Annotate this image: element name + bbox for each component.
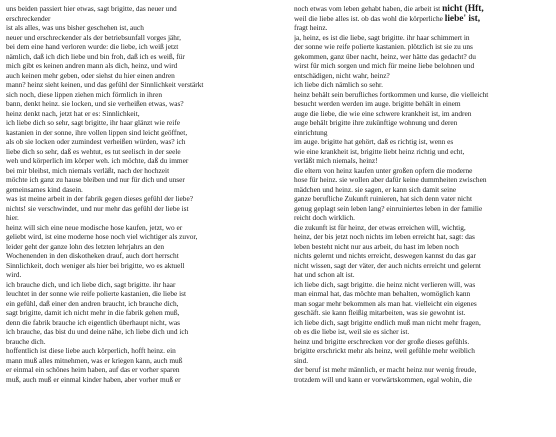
text-line: nicht wissen, sagt der väter, der auch nichts erreicht und gelernt	[294, 260, 481, 270]
line-text: noch etwas vom leben gehabt haben, die arbeit ist	[294, 4, 441, 13]
text-line: was ist meine arbeit in der fabrik gegen dieses gefühl der liebe?	[6, 194, 193, 203]
text-line: geschäft. sie kann fleißig mitarbeiten, was sie gewohnt ist.	[294, 308, 466, 317]
text-line: muß, auch muß er einmal kinder haben, aber vorher muß er	[6, 374, 181, 384]
text-line: brauche dich.	[6, 336, 46, 346]
right-text-column	[294, 4, 550, 384]
text-line: Sinnlichkeit, doch weniger als hier bei brigitte, wo es aktuell	[6, 260, 185, 270]
text-line: er einmal ein schönes heim haben, auf das er vorher sparen	[6, 365, 180, 374]
text-line: Wochenenden in den diskotheken drauf, auch dort herrscht	[6, 251, 179, 260]
text-line: hoffentlich ist diese liebe auch körperlich, hofft heinz. ein	[6, 346, 176, 355]
text-line: entschädigen, nicht wahr, heinz?	[294, 70, 390, 80]
text-line: trotzdem will und kann er vorwärtskommen, egal wohin, die	[294, 374, 472, 384]
text-line: mann muß alles mitnehmen, was er kriegen kann, auch muß	[6, 355, 183, 365]
text-line: heinz und brigitte erschrecken vor der große dieses gefühls.	[294, 336, 470, 346]
text-line: als ob sie locken oder zumindest verheißen würden, was? ich	[6, 137, 186, 146]
text-line: verläßt mich niemals, heinz!	[294, 156, 378, 165]
text-line: auge die liebe, die wie eine schwere krankheit ist, im andren	[294, 108, 472, 118]
text-line: heinz, der bis jetzt noch nichts im leben erreicht hat, sagt: das	[294, 232, 475, 241]
text-line: auge behält brigitte ihre zukünftige wohnung und deren	[294, 118, 458, 127]
text-line: ich brauche dich, und ich liebe dich, sagt brigitte. ihr haar	[6, 279, 176, 289]
text-line: man einmal hat, das möchte man behalten, womöglich kann	[294, 289, 471, 298]
text-line: ich liebe dich nämlich so sehr.	[294, 80, 383, 89]
text-line: leben besteht nicht nur aus arbeit, du hast im leben noch	[294, 241, 459, 251]
text-line: leider geht der ganze lohn des letzten lehrjahrs an den	[6, 241, 165, 251]
text-line: sagt brigitte, damit ich nicht mehr in die fabrik gehen muß,	[6, 308, 180, 317]
text-line: hier.	[6, 213, 19, 222]
text-line: ich liebe dich, sagt brigitte endlich muß man nicht mehr fragen,	[294, 317, 481, 327]
line-text-large: liebe' ist,	[444, 13, 481, 23]
text-line: mann? heinz sieht keinen, und das gefühl der Sinnlichkeit verstärkt	[6, 80, 204, 89]
text-line: ist als alles, was uns bisher geschehen ist, auch	[6, 23, 144, 32]
text-line: der beruf ist mehr männlich, er macht heinz nur wenig freude,	[294, 365, 477, 374]
text-line: ganze berufliche Zukunft ruinieren, hat sich denn vater nicht	[294, 194, 473, 203]
text-line: genug geplagt sein leben lang? einruiniertes leben in der familie	[294, 203, 483, 213]
text-line: kastanien in der sonne, ihre vollen lippen sind leicht geöffnet,	[6, 127, 188, 137]
text-line: geliebt wird, ist eine moderne hose noch viel wichtiger als zuvor,	[6, 232, 198, 241]
text-line: mädchen und heinz. sie sagen, er kann sich damit seine	[294, 184, 457, 194]
text-line: uns beiden passiert hier etwas, sagt brigitte, das neuer und	[6, 4, 177, 13]
text-line: die zukunft ist für heinz, der etwas erreichen will, wichtig,	[294, 222, 466, 232]
text-line: wie eine krankheit ist, brigitte liebt heinz richtig und echt,	[294, 146, 465, 156]
text-line: die eltern von heinz kaufen unter großen opfern die moderne	[294, 165, 473, 175]
text-line: heinz will sich eine neue modische hose kaufen, jetzt, wo er	[6, 222, 183, 232]
text-line: besucht werden werden im auge. brigitte behält in einem	[294, 99, 461, 108]
text-line: ich liebe dich so sehr, sagt brigitte, ihr haar glänzt wie reife	[6, 118, 181, 127]
text-line: mich gibt es keinen andren mann als dich, heinz, und wird	[6, 61, 178, 70]
text-line: ich brauche, das bist du und deine nähe, ich liebe dich und ich	[6, 327, 189, 336]
text-line: brigitte erschrickt mehr als heinz, weil gefühle mehr weiblich	[294, 346, 475, 355]
text-line: einrichtung	[294, 127, 328, 137]
text-line: denn die fabrik brauche ich eigentlich überhaupt nicht, was	[6, 317, 180, 327]
text-line: ob es die liebe ist, weil sie es sicher ist.	[294, 327, 410, 336]
text-line: auch keinen mehr geben, oder siehst du hier einen andren	[6, 70, 175, 80]
text-line: wirst für mich sorgen und mich für meine liebe belohnen und	[294, 61, 475, 70]
text-line: liebe dich so sehr, daß es wehtut, es tut seelisch in der seele	[6, 146, 181, 156]
text-line: heinz behält sein berufliches fortkommen und kurse, die vielleicht	[294, 89, 489, 99]
text-line: nichts gelernt und nichts erreicht, deswegen kannst du das gar	[294, 251, 476, 260]
text-line: ein gefühl, daß einer den andren braucht, ich brauche dich,	[6, 298, 179, 308]
text-line	[294, 14, 550, 24]
text-line: nichts! sie verschwindet, und nur mehr das gefühl der liebe ist	[6, 203, 189, 213]
right-text-lines	[294, 23, 550, 384]
text-line: heinz denkt nach, jetzt hat er es: Sinnlichkeit,	[6, 108, 140, 118]
text-line	[294, 4, 550, 14]
text-line: hat und schon alt ist.	[294, 270, 355, 279]
text-line: hose für heinz. sie wollen aber dafür keine dummheiten zwischen	[294, 175, 487, 184]
text-line: gemeinsames kind dasein.	[6, 184, 83, 194]
text-line: weh und körperlich im körper weh. ich möchte, daß du immer	[6, 156, 189, 165]
text-line: reicht doch wirklich.	[294, 213, 355, 222]
text-line: bann, denkt heinz. sie locken, und sie verheißen etwas, was?	[6, 99, 184, 108]
text-line: erschreckender	[6, 13, 51, 23]
text-line: im auge. brigitte hat gehört, daß es richtig ist, wenn es	[294, 137, 454, 146]
text-line: nämlich, daß ich dich liebe und bin froh, daß ich es weiß, für	[6, 51, 185, 61]
text-line: sind.	[294, 355, 309, 365]
text-line: man sogar mehr bekommen als man hat. vielleicht ein eigenes	[294, 298, 477, 308]
text-line: ich liebe dich, sagt brigitte. die heinz nicht verlieren will, was	[294, 279, 476, 289]
line-text-large: nicht (Hft,	[442, 4, 484, 14]
text-line: bei dem eine hand verloren wurde: die liebe, ich weiß jetzt	[6, 42, 179, 51]
line-text: weil die liebe alles ist. ob das wohl die körperliche	[294, 13, 443, 23]
text-line: möchte ich ganz zu hause bleiben und nur für dich und unser	[6, 175, 185, 184]
left-text-column	[6, 4, 274, 384]
text-line: gekommen, ganz über nacht, heinz, wer hätte das gedacht? du	[294, 51, 476, 61]
text-line: sich noch, diese lippen ziehen mich förmlich in ihren	[6, 89, 163, 99]
text-line: wird.	[6, 270, 22, 279]
text-line: ja, heinz, es ist die liebe, sagt brigitte. ihr haar schimmert in	[294, 32, 470, 42]
text-line: bei mir bleibst, mich niemals verläßt, nach der hochzeit	[6, 165, 170, 175]
text-line: neuer und erschreckender als der betriebsunfall vorges jähr,	[6, 32, 181, 42]
text-line: leuchtet in der sonne wie reife polierte kastanien, die liebe ist	[6, 289, 187, 298]
text-line: der sonne wie reife polierte kastanien. plötzlich ist sie zu uns	[294, 42, 473, 51]
text-line: fragt heinz.	[294, 23, 328, 32]
